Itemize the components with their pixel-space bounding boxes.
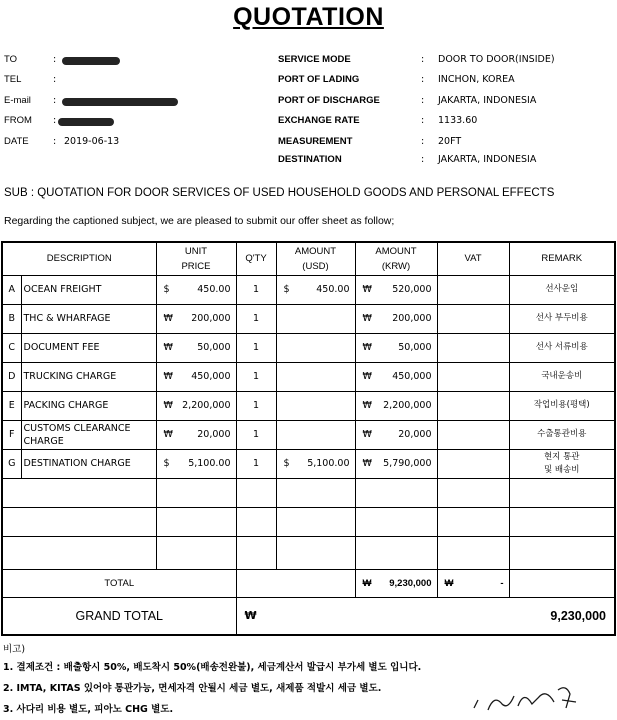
grand-total-label: GRAND TOTAL xyxy=(2,597,236,635)
redaction-mark xyxy=(62,98,178,106)
table-row xyxy=(2,391,615,420)
date-sep: : xyxy=(53,136,57,147)
total-vat: ₩ - xyxy=(437,569,509,597)
row-description: PACKING CHARGE xyxy=(21,391,156,420)
port-of-discharge-label: PORT OF DISCHARGE xyxy=(278,95,380,106)
service-mode-value: DOOR TO DOOR(INSIDE) xyxy=(438,54,555,65)
row-description: DOCUMENT FEE xyxy=(21,333,156,362)
row-letter: E xyxy=(2,391,21,420)
row-amount-krw: ₩ 520,000 xyxy=(355,275,437,304)
port-of-lading-label: PORT OF LADING xyxy=(278,74,360,85)
destination-sep: : xyxy=(421,154,425,165)
row-vat xyxy=(437,362,509,391)
port-of-discharge-sep: : xyxy=(421,95,425,106)
row-amount-krw: ₩ 200,000 xyxy=(355,304,437,333)
port-of-lading-sep: : xyxy=(421,74,425,85)
table-row xyxy=(2,420,615,449)
row-description: CUSTOMS CLEARANCE CHARGE xyxy=(21,420,156,449)
col-header-unit-price: UNIT PRICE xyxy=(156,242,236,275)
port-of-discharge-value: JAKARTA, INDONESIA xyxy=(438,95,537,106)
total-krw: ₩ 9,230,000 xyxy=(355,569,437,597)
row-vat xyxy=(437,449,509,478)
row-qty: 1 xyxy=(236,333,276,362)
date-label: DATE xyxy=(4,136,29,147)
col-header-remark: REMARK xyxy=(509,242,615,275)
exchange-rate-value: 1133.60 xyxy=(438,115,478,126)
col-header-description: DESCRIPTION xyxy=(2,242,156,275)
destination-value: JAKARTA, INDONESIA xyxy=(438,154,537,165)
subject-line: SUB : QUOTATION FOR DOOR SERVICES OF USED HOUSEHOLD GOODS AND PERSONAL EFFECTS xyxy=(4,187,555,199)
row-remark: 수출통관비용 xyxy=(509,420,615,449)
row-amount-usd xyxy=(276,304,355,333)
row-qty: 1 xyxy=(236,275,276,304)
email-sep: : xyxy=(53,95,57,106)
row-remark: 현지 통관 및 배송비 xyxy=(509,449,615,478)
row-amount-usd: $ 450.00 xyxy=(276,275,355,304)
row-amount-usd: $ 5,100.00 xyxy=(276,449,355,478)
note-item: 3. 사다리 비용 별도, 피아노 CHG 별도. xyxy=(3,704,174,715)
row-amount-krw: ₩ 2,200,000 xyxy=(355,391,437,420)
to-label: TO xyxy=(4,54,18,65)
row-letter: G xyxy=(2,449,21,478)
row-description: THC & WHARFAGE xyxy=(21,304,156,333)
row-vat xyxy=(437,391,509,420)
empty-row xyxy=(2,536,615,569)
row-vat xyxy=(437,420,509,449)
col-header-vat: VAT xyxy=(437,242,509,275)
row-qty: 1 xyxy=(236,362,276,391)
row-remark: 국내운송비 xyxy=(509,362,615,391)
from-label: FROM xyxy=(4,115,32,126)
row-vat xyxy=(437,333,509,362)
exchange-rate-sep: : xyxy=(421,115,425,126)
row-qty: 1 xyxy=(236,420,276,449)
table-row xyxy=(2,362,615,391)
document-title: QUOTATION xyxy=(233,3,384,31)
row-unit-price: ₩ 200,000 xyxy=(156,304,236,333)
row-unit-price: ₩ 450,000 xyxy=(156,362,236,391)
exchange-rate-label: EXCHANGE RATE xyxy=(278,115,360,126)
intro-text: Regarding the captioned subject, we are pleased to submit our offer sheet as follow; xyxy=(4,215,395,227)
row-letter: B xyxy=(2,304,21,333)
col-header-qty: Q'TY xyxy=(236,242,276,275)
row-letter: D xyxy=(2,362,21,391)
row-unit-price: ₩ 50,000 xyxy=(156,333,236,362)
from-sep: : xyxy=(53,115,57,126)
row-unit-price: ₩ 20,000 xyxy=(156,420,236,449)
tel-label: TEL xyxy=(4,74,22,85)
grand-total-value: ₩ 9,230,000 xyxy=(236,597,615,635)
date-value: 2019-06-13 xyxy=(64,136,120,147)
row-qty: 1 xyxy=(236,449,276,478)
measurement-label: MEASUREMENT xyxy=(278,136,353,147)
row-letter: A xyxy=(2,275,21,304)
grand-total-row xyxy=(2,597,615,635)
table-row xyxy=(2,304,615,333)
notes-heading: 비고) xyxy=(3,644,26,655)
row-amount-krw: ₩ 20,000 xyxy=(355,420,437,449)
row-qty: 1 xyxy=(236,304,276,333)
col-header-amount-usd: AMOUNT (USD) xyxy=(276,242,355,275)
row-letter: F xyxy=(2,420,21,449)
note-item: 1. 결제조건 : 배출항시 50%, 배도착시 50%(배송전완불), 세금계산서 발급시 부가세 별도 입니다. xyxy=(3,662,422,673)
row-amount-usd xyxy=(276,362,355,391)
row-remark: 작업비용(평택) xyxy=(509,391,615,420)
service-mode-sep: : xyxy=(421,54,425,65)
destination-label: DESTINATION xyxy=(278,154,342,165)
row-description: TRUCKING CHARGE xyxy=(21,362,156,391)
row-unit-price: ₩ 2,200,000 xyxy=(156,391,236,420)
tel-sep: : xyxy=(53,74,57,85)
service-mode-label: SERVICE MODE xyxy=(278,54,351,65)
row-amount-krw: ₩ 5,790,000 xyxy=(355,449,437,478)
row-amount-krw: ₩ 50,000 xyxy=(355,333,437,362)
note-item: 2. IMTA, KITAS 있어야 통관가능, 면세자격 안될시 세금 별도, 새제품 적발시 세금 별도. xyxy=(3,683,382,694)
signature-image xyxy=(458,680,588,715)
email-label: E-mail xyxy=(4,95,31,106)
row-unit-price: $ 450.00 xyxy=(156,275,236,304)
row-description: DESTINATION CHARGE xyxy=(21,449,156,478)
table-row xyxy=(2,333,615,362)
quotation-table xyxy=(1,241,616,636)
to-sep: : xyxy=(53,54,57,65)
col-header-amount-krw: AMOUNT (KRW) xyxy=(355,242,437,275)
row-remark: 선사 서류비용 xyxy=(509,333,615,362)
table-row xyxy=(2,275,615,304)
row-vat xyxy=(437,275,509,304)
redaction-mark xyxy=(58,118,114,126)
empty-row xyxy=(2,507,615,536)
total-label: TOTAL xyxy=(2,569,236,597)
redaction-mark xyxy=(62,57,120,65)
row-qty: 1 xyxy=(236,391,276,420)
table-row xyxy=(2,449,615,478)
row-amount-usd xyxy=(276,391,355,420)
row-remark: 선사 부두비용 xyxy=(509,304,615,333)
table-header-row xyxy=(2,242,615,275)
measurement-sep: : xyxy=(421,136,425,147)
total-row xyxy=(2,569,615,597)
measurement-value: 20FT xyxy=(438,136,462,147)
notes-section xyxy=(3,643,421,720)
row-amount-usd xyxy=(276,420,355,449)
row-letter: C xyxy=(2,333,21,362)
row-vat xyxy=(437,304,509,333)
empty-row xyxy=(2,478,615,507)
row-description: OCEAN FREIGHT xyxy=(21,275,156,304)
port-of-lading-value: INCHON, KOREA xyxy=(438,74,515,85)
row-remark: 선사운임 xyxy=(509,275,615,304)
row-amount-usd xyxy=(276,333,355,362)
row-unit-price: $ 5,100.00 xyxy=(156,449,236,478)
row-amount-krw: ₩ 450,000 xyxy=(355,362,437,391)
